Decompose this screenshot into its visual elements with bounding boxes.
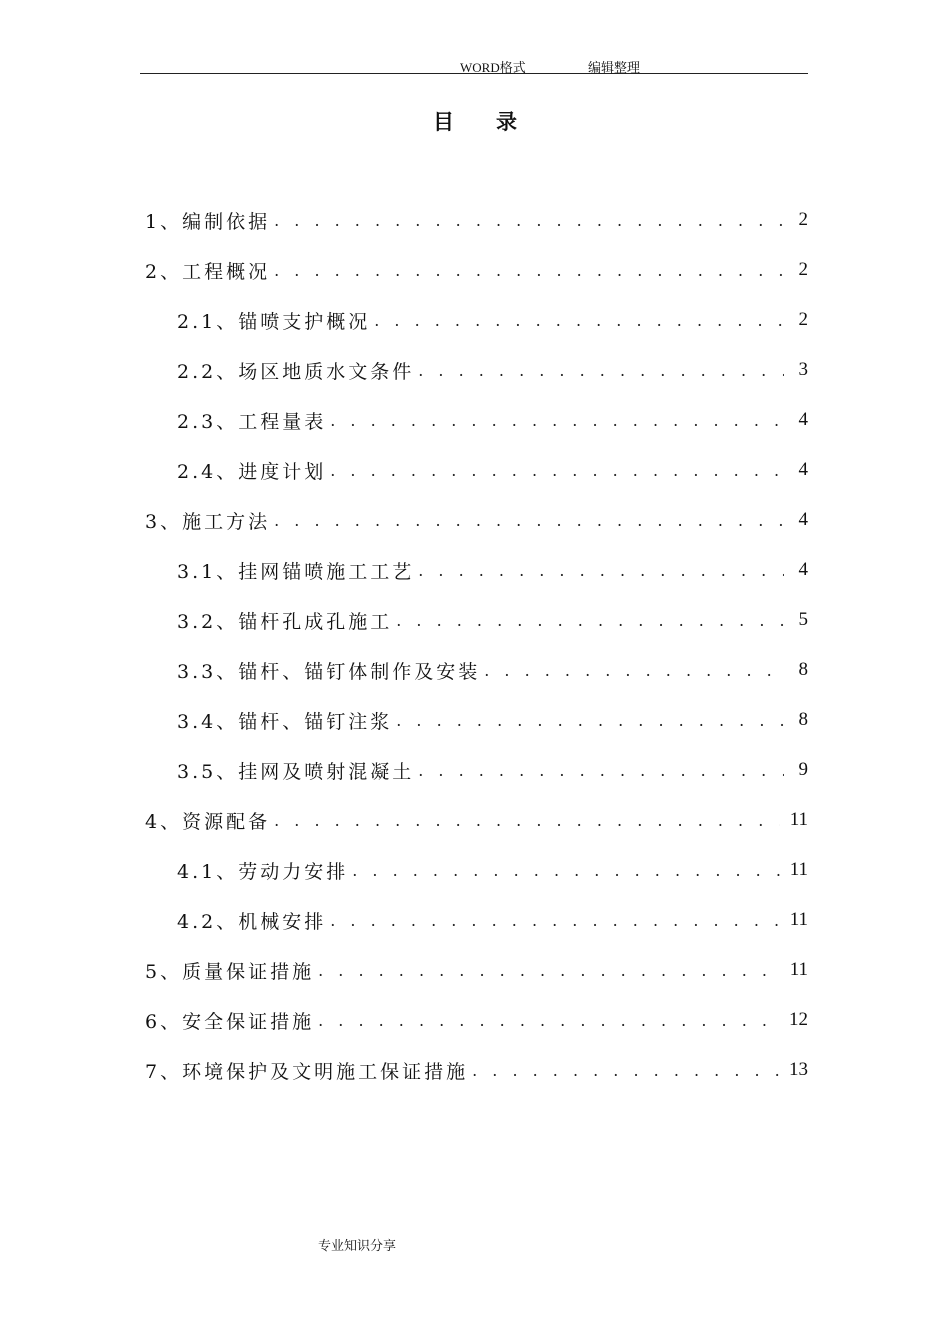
toc-entry[interactable]: [145, 895, 808, 945]
toc-leader-dots: [330, 411, 784, 430]
toc-leader-dots: [418, 561, 784, 580]
toc-leader-dots: [330, 911, 779, 930]
toc-entry-label: 3.3、锚杆、锚钉体制作及安装: [177, 660, 481, 683]
toc-entry[interactable]: [145, 795, 808, 845]
toc-entry-label: 3.4、锚杆、锚钉注浆: [177, 710, 393, 733]
toc-leader-dots: [374, 311, 784, 330]
toc-entry-page: 11: [789, 859, 808, 880]
toc-leader-dots: [274, 261, 784, 280]
toc-leader-dots: [352, 861, 779, 880]
toc-leader-dots: [484, 661, 784, 680]
toc-entry-page: 2: [798, 259, 808, 280]
toc-entry[interactable]: [145, 345, 808, 395]
toc-title: 目录: [433, 109, 559, 134]
toc-entry[interactable]: [145, 645, 808, 695]
toc-entry-page: 4: [798, 409, 808, 430]
toc-leader-dots: [274, 511, 784, 530]
toc-entry-label: 2.4、进度计划: [177, 460, 327, 483]
page-header: [140, 55, 808, 74]
toc-entry-page: 4: [798, 559, 808, 580]
toc-entry-label: 2、工程概况: [145, 260, 271, 283]
toc-entry[interactable]: [145, 1045, 808, 1095]
toc-leader-dots: [318, 961, 780, 980]
toc-entry[interactable]: [145, 545, 808, 595]
toc-leader-dots: [396, 711, 784, 730]
toc-entry-label: 3.2、锚杆孔成孔施工: [177, 610, 393, 633]
toc-entry[interactable]: [145, 395, 808, 445]
toc-leader-dots: [472, 1061, 779, 1080]
toc-entry-page: 9: [798, 759, 808, 780]
toc-leader-dots: [396, 611, 784, 630]
toc-entry[interactable]: [145, 995, 808, 1045]
toc-entry-label: 5、质量保证措施: [145, 960, 315, 983]
toc-entry[interactable]: [145, 945, 808, 995]
toc-entry-label: 3、施工方法: [145, 510, 271, 533]
toc-entry-page: 11: [789, 809, 808, 830]
header-edit-label: 编辑整理: [588, 60, 641, 75]
toc-entry[interactable]: [145, 495, 808, 545]
toc-entry[interactable]: [145, 595, 808, 645]
toc-entry-label: 3.5、挂网及喷射混凝土: [177, 760, 415, 783]
toc-entry-label: 4.2、机械安排: [177, 910, 327, 933]
toc-leader-dots: [274, 811, 780, 830]
toc-leader-dots: [330, 461, 784, 480]
toc-entry[interactable]: [145, 195, 808, 245]
toc-entry[interactable]: [145, 295, 808, 345]
toc-entry-label: 7、环境保护及文明施工保证措施: [145, 1060, 469, 1083]
toc-entry[interactable]: [145, 445, 808, 495]
header-format-label: WORD格式: [460, 60, 526, 75]
toc-entry-label: 2.1、锚喷支护概况: [177, 310, 371, 333]
page-footer: 专业知识分享: [318, 1239, 397, 1254]
toc-entry-page: 11: [789, 959, 808, 980]
toc-entry[interactable]: [145, 245, 808, 295]
toc-leader-dots: [418, 761, 784, 780]
toc-entry-label: 6、安全保证措施: [145, 1010, 315, 1033]
toc-entry[interactable]: [145, 845, 808, 895]
toc-entry-page: 8: [798, 659, 808, 680]
toc-entry-label: 3.1、挂网锚喷施工工艺: [177, 560, 415, 583]
toc-entry-page: 4: [798, 509, 808, 530]
toc-entry-page: 4: [798, 459, 808, 480]
toc-entry-page: 3: [798, 359, 808, 380]
toc-leader-dots: [274, 211, 784, 230]
table-of-contents: [145, 195, 808, 1095]
toc-entry-page: 2: [798, 209, 808, 230]
toc-entry-label: 2.3、工程量表: [177, 410, 327, 433]
toc-entry-page: 12: [789, 1009, 808, 1030]
toc-entry-page: 13: [789, 1059, 808, 1080]
toc-entry-label: 2.2、场区地质水文条件: [177, 360, 415, 383]
toc-entry[interactable]: [145, 745, 808, 795]
toc-entry-page: 2: [798, 309, 808, 330]
toc-entry-page: 5: [798, 609, 808, 630]
toc-entry[interactable]: [145, 695, 808, 745]
toc-entry-label: 4、资源配备: [145, 810, 271, 833]
toc-entry-page: 8: [798, 709, 808, 730]
toc-leader-dots: [318, 1011, 779, 1030]
toc-leader-dots: [418, 361, 784, 380]
toc-entry-label: 1、编制依据: [145, 210, 271, 233]
toc-entry-page: 11: [789, 909, 808, 930]
toc-entry-label: 4.1、劳动力安排: [177, 860, 349, 883]
